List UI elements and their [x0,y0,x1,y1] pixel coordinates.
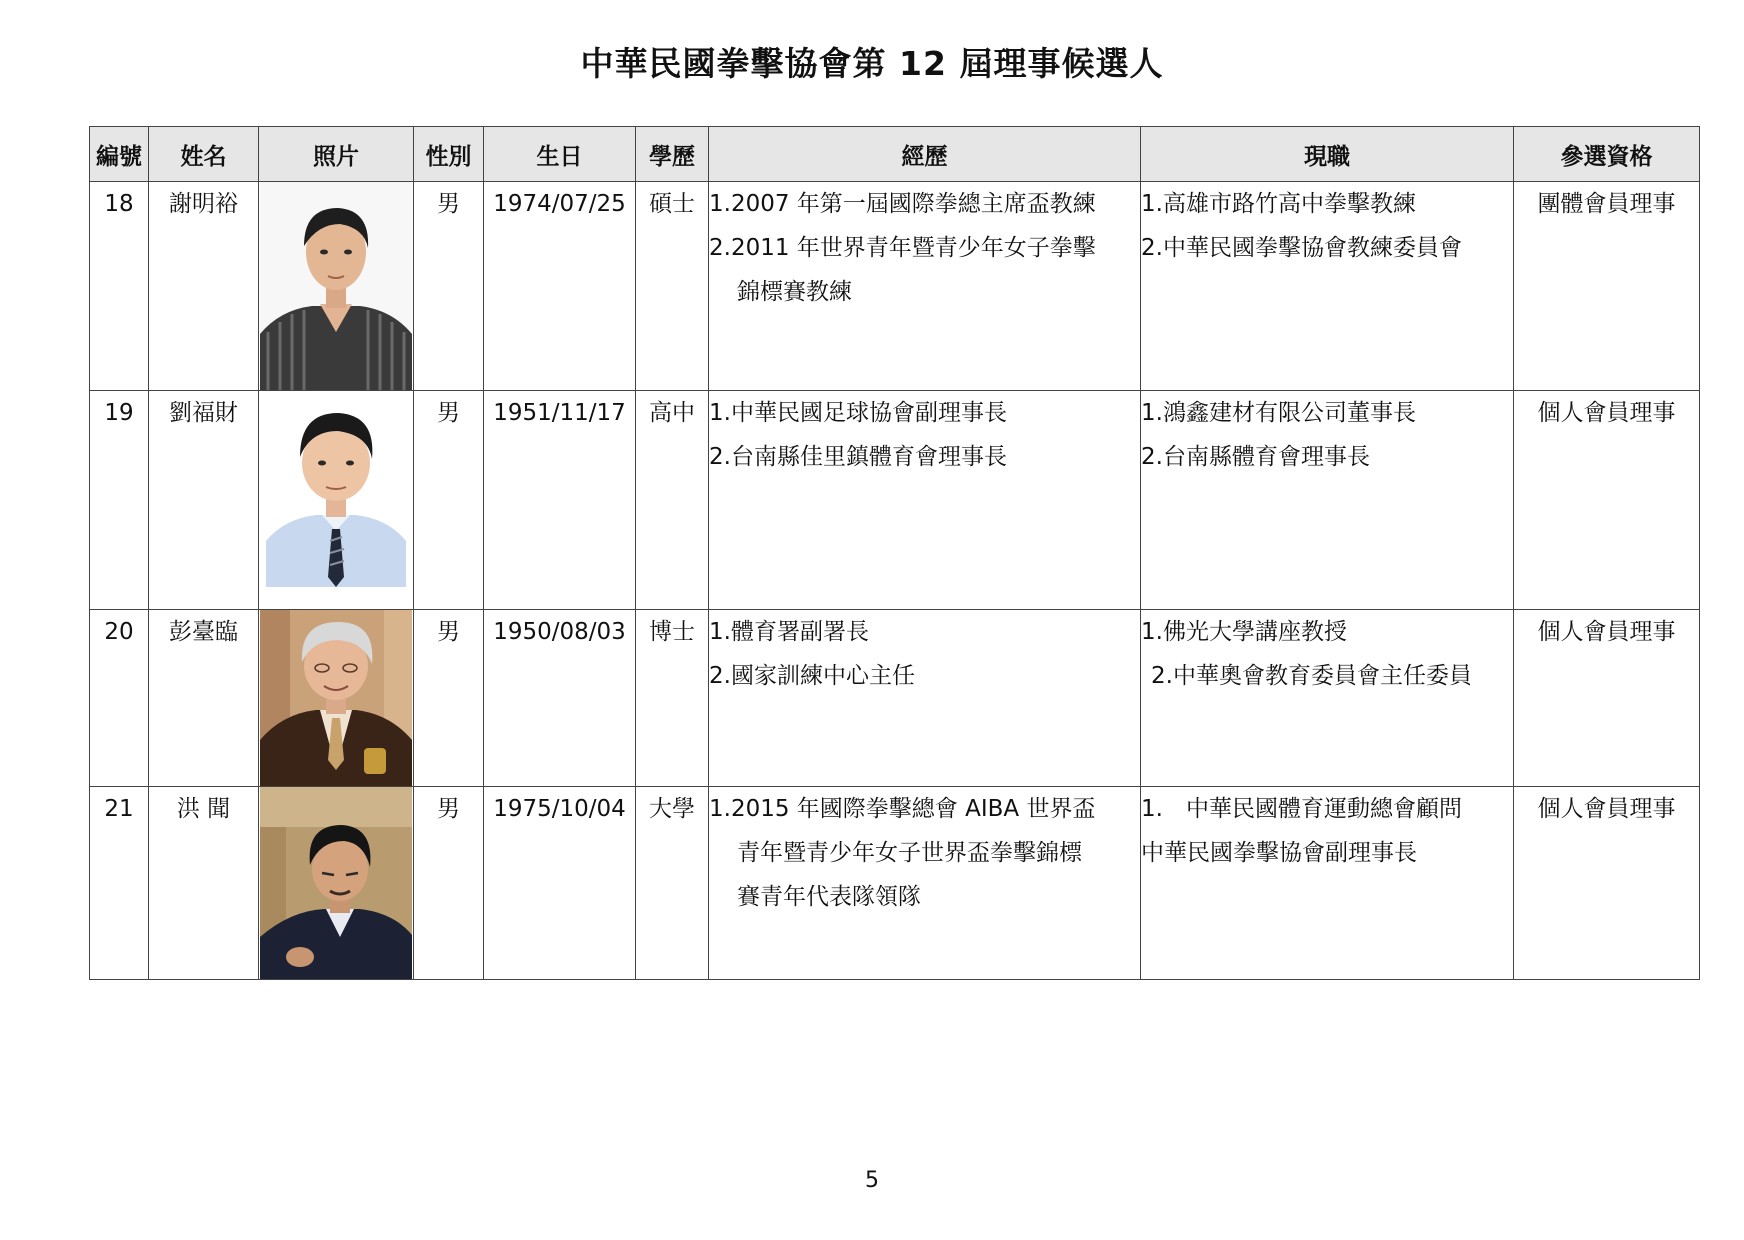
candidate-name: 彭臺臨 [149,610,259,787]
candidate-experience [709,182,1141,391]
candidate-experience [709,391,1141,610]
table-row [90,787,1700,980]
position-line: 2.中華奧會教育委員會主任委員 [1151,663,1472,689]
candidate-experience [709,610,1141,787]
candidate-position [1141,610,1514,787]
candidate-education: 高中 [636,391,709,610]
candidate-photo-cell [259,787,414,980]
portrait-photo-icon [260,787,412,979]
experience-line: 1.2007 年第一屆國際拳總主席盃教練 [709,191,1096,217]
candidate-name: 謝明裕 [149,182,259,391]
header-qualification: 參選資格 [1514,127,1700,182]
position-line: 2.中華民國拳擊協會教練委員會 [1141,235,1462,261]
candidate-name: 劉福財 [149,391,259,610]
candidate-number: 20 [90,610,149,787]
position-line: 1.高雄市路竹高中拳擊教練 [1141,191,1416,217]
portrait-photo-icon [260,610,412,786]
candidate-name: 洪 聞 [149,787,259,980]
experience-line: 2.國家訓練中心主任 [709,663,915,689]
candidate-birthday: 1974/07/25 [484,182,636,391]
header-name: 姓名 [149,127,259,182]
candidate-photo-cell [259,610,414,787]
table-row [90,391,1700,610]
header-number: 編號 [90,127,149,182]
candidate-birthday: 1950/08/03 [484,610,636,787]
header-experience: 經歷 [709,127,1141,182]
page-number: 5 [865,1168,879,1193]
candidate-photo-cell [259,391,414,610]
candidate-qualification: 個人會員理事 [1514,391,1700,610]
candidate-photo-cell [259,182,414,391]
portrait-photo-icon [260,182,412,390]
candidate-experience [709,787,1141,980]
candidate-qualification: 團體會員理事 [1514,182,1700,391]
header-education: 學歷 [636,127,709,182]
candidate-number: 18 [90,182,149,391]
experience-line: 1.2015 年國際拳擊總會 AIBA 世界盃 [709,796,1096,822]
candidate-gender: 男 [414,610,484,787]
experience-line: 錦標賽教練 [737,279,852,305]
page-title: 中華民國拳擊協會第 12 屆理事候選人 [580,44,1164,83]
position-line: 1.鴻鑫建材有限公司董事長 [1141,400,1416,426]
candidate-birthday: 1975/10/04 [484,787,636,980]
candidate-table [89,126,1700,980]
candidate-gender: 男 [414,182,484,391]
experience-line: 2.2011 年世界青年暨青少年女子拳擊 [709,235,1096,261]
candidate-education: 碩士 [636,182,709,391]
candidate-education: 大學 [636,787,709,980]
experience-line: 賽青年代表隊領隊 [737,884,921,910]
header-photo: 照片 [259,127,414,182]
table-row [90,182,1700,391]
experience-line: 1.體育署副署長 [709,619,869,645]
portrait-photo-icon [260,391,412,609]
candidate-qualification: 個人會員理事 [1514,787,1700,980]
experience-line: 2.台南縣佳里鎮體育會理事長 [709,444,1007,470]
candidate-position [1141,787,1514,980]
candidate-gender: 男 [414,787,484,980]
experience-line: 1.中華民國足球協會副理事長 [709,400,1007,426]
candidate-qualification: 個人會員理事 [1514,610,1700,787]
table-row [90,610,1700,787]
candidate-birthday: 1951/11/17 [484,391,636,610]
table-header-row [90,127,1700,182]
candidate-gender: 男 [414,391,484,610]
position-line: 2.台南縣體育會理事長 [1141,444,1370,470]
candidate-position [1141,391,1514,610]
candidate-number: 19 [90,391,149,610]
candidate-number: 21 [90,787,149,980]
header-position: 現職 [1141,127,1514,182]
header-gender: 性別 [414,127,484,182]
position-line: 1.佛光大學講座教授 [1141,619,1347,645]
header-birthday: 生日 [484,127,636,182]
position-line: 1. 中華民國體育運動總會顧問 [1141,796,1462,822]
candidate-position [1141,182,1514,391]
position-line: 中華民國拳擊協會副理事長 [1141,840,1417,866]
candidate-education: 博士 [636,610,709,787]
experience-line: 青年暨青少年女子世界盃拳擊錦標 [737,840,1082,866]
